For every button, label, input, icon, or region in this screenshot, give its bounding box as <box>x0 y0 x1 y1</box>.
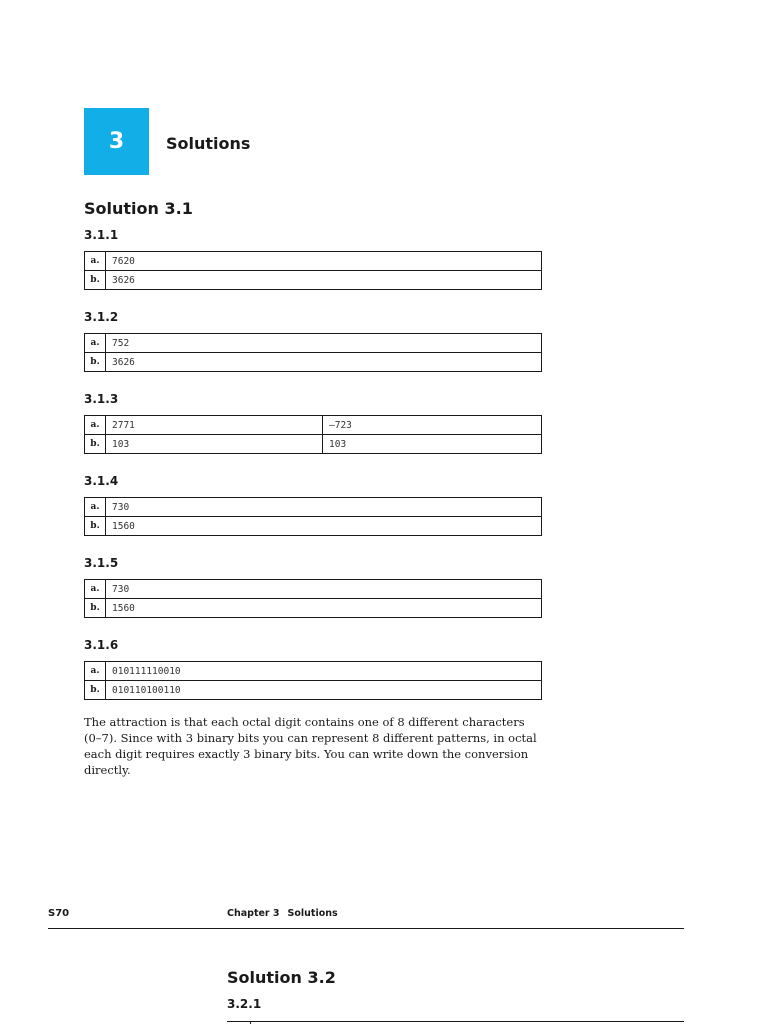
chapter-number: 3 <box>108 129 125 154</box>
answer-table <box>84 579 542 618</box>
answer-value: 103 <box>323 435 542 454</box>
answer-value: 3626 <box>106 271 542 290</box>
next-solution-subheading: 3.2.1 <box>227 997 262 1011</box>
row-label: a. <box>85 498 106 517</box>
answer-value: 752 <box>106 334 542 353</box>
answer-value: 7620 <box>106 252 542 271</box>
solution-heading: Solution 3.1 <box>84 199 193 218</box>
section-heading: 3.1.6 <box>84 638 119 652</box>
row-label: a. <box>85 580 106 599</box>
answer-value: 103 <box>106 435 323 454</box>
row-label: b. <box>85 271 106 290</box>
row-label: a. <box>85 252 106 271</box>
answer-row <box>85 271 542 290</box>
footer-chapter-label: Chapter 3 <box>227 908 280 919</box>
next-table-top-rule <box>227 1021 684 1022</box>
answer-value: 730 <box>106 580 542 599</box>
row-label: b. <box>85 517 106 536</box>
footer-page-number: S70 <box>48 908 70 919</box>
row-label: b. <box>85 353 106 372</box>
answer-value: 1560 <box>106 599 542 618</box>
next-solution-heading: Solution 3.2 <box>227 968 336 987</box>
footer-rule <box>48 928 684 929</box>
solution-content <box>84 198 542 778</box>
answer-table <box>84 333 542 372</box>
answer-table <box>84 251 542 290</box>
answer-table <box>84 497 542 536</box>
answer-row <box>85 517 542 536</box>
answer-row <box>85 435 542 454</box>
chapter-title: Solutions <box>166 134 251 153</box>
answer-row <box>85 252 542 271</box>
answer-value: 010111110010 <box>106 662 542 681</box>
answer-value: –723 <box>323 416 542 435</box>
answer-value: 010110100110 <box>106 681 542 700</box>
chapter-number-box <box>84 108 149 175</box>
answer-row <box>85 681 542 700</box>
row-label: b. <box>85 599 106 618</box>
answer-value: 2771 <box>106 416 323 435</box>
section-heading: 3.1.1 <box>84 228 119 242</box>
section-heading: 3.1.3 <box>84 392 119 406</box>
answer-row <box>85 353 542 372</box>
answer-table <box>84 415 542 454</box>
answer-row <box>85 580 542 599</box>
footer-running-head <box>227 908 338 919</box>
answer-table <box>84 661 542 700</box>
row-label: a. <box>85 416 106 435</box>
row-label: b. <box>85 681 106 700</box>
row-label: a. <box>85 662 106 681</box>
row-label: a. <box>85 334 106 353</box>
answer-row <box>85 416 542 435</box>
section-heading: 3.1.4 <box>84 474 119 488</box>
answer-row <box>85 662 542 681</box>
section-heading: 3.1.2 <box>84 310 119 324</box>
row-label: b. <box>85 435 106 454</box>
answer-value: 1560 <box>106 517 542 536</box>
explanation-paragraph: The attraction is that each octal digit contains one of 8 different characters (0–7). Since with 3 binary bits you can represent 8 different patterns, in octal each digit requires exactly 3 binary bits. You can write down the conversion directly. <box>84 715 537 777</box>
footer-chapter-title: Solutions <box>287 908 338 919</box>
answer-row <box>85 498 542 517</box>
answer-value: 730 <box>106 498 542 517</box>
answer-row <box>85 334 542 353</box>
section-heading: 3.1.5 <box>84 556 119 570</box>
answer-row <box>85 599 542 618</box>
solution-sections <box>84 228 542 700</box>
answer-value: 3626 <box>106 353 542 372</box>
